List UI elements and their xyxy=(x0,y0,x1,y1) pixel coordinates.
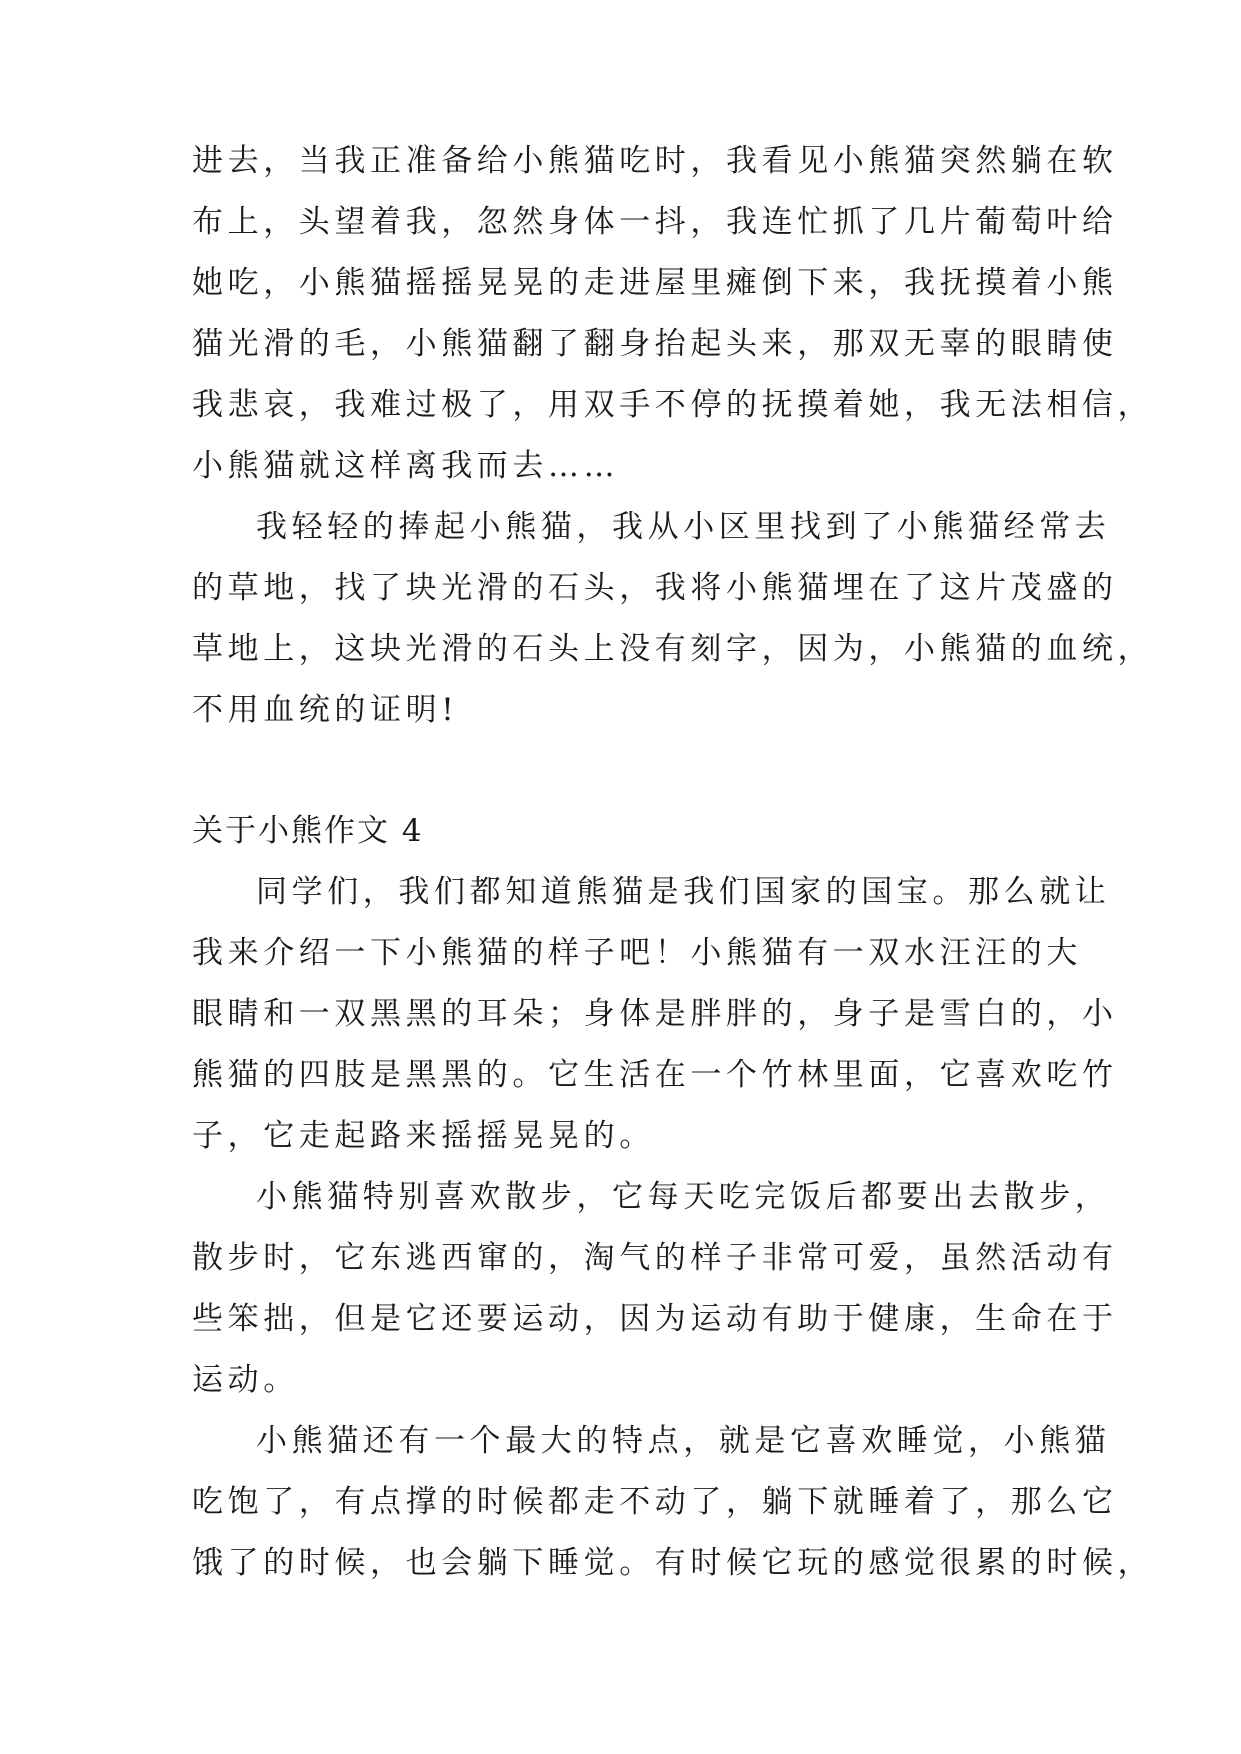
text-line: 运动。 xyxy=(192,1362,299,1398)
text-line: 我轻轻的捧起小熊猫，我从小区里找到了小熊猫经常去 xyxy=(256,509,1111,545)
text-line: 进去，当我正准备给小熊猫吃时，我看见小熊猫突然躺在软 xyxy=(192,143,1118,179)
paragraph-continued xyxy=(192,131,1154,497)
paragraph-sleeping xyxy=(192,1411,1154,1594)
text-line: 布上，头望着我，忽然身体一抖，我连忙抓了几片葡萄叶给 xyxy=(192,204,1118,240)
text-line: 吃饱了，有点撑的时候都走不动了，躺下就睡着了，那么它 xyxy=(192,1484,1118,1520)
text-line: 的草地，找了块光滑的石头，我将小熊猫埋在了这片茂盛的 xyxy=(192,570,1118,606)
text-line: 我悲哀，我难过极了，用双手不停的抚摸着她，我无法相信， xyxy=(192,387,1154,423)
text-line: 草地上，这块光滑的石头上没有刻字，因为，小熊猫的血统， xyxy=(192,631,1154,667)
text-line: 散步时，它东逃西窜的，淘气的样子非常可爱，虽然活动有 xyxy=(192,1240,1118,1276)
paragraph-introduction xyxy=(192,862,1118,1167)
text-line: 眼睛和一双黑黑的耳朵；身体是胖胖的，身子是雪白的，小 xyxy=(192,996,1118,1032)
essay-body xyxy=(192,131,1154,1594)
text-line: 她吃，小熊猫摇摇晃晃的走进屋里瘫倒下来，我抚摸着小熊 xyxy=(192,265,1118,301)
text-line: 小熊猫特别喜欢散步，它每天吃完饭后都要出去散步， xyxy=(256,1179,1111,1215)
paragraph-walking xyxy=(192,1167,1118,1411)
text-line: 子，它走起路来摇摇晃晃的。 xyxy=(192,1118,655,1154)
text-line: 小熊猫还有一个最大的特点，就是它喜欢睡觉，小熊猫 xyxy=(256,1423,1111,1459)
text-line: 饿了的时候，也会躺下睡觉。有时候它玩的感觉很累的时候， xyxy=(192,1545,1154,1581)
section-spacer xyxy=(192,741,1050,801)
text-line: 些笨拙，但是它还要运动，因为运动有助于健康，生命在于 xyxy=(192,1301,1118,1337)
text-line: 不用血统的证明! xyxy=(192,692,459,728)
text-line: 小熊猫就这样离我而去…… xyxy=(192,448,620,484)
text-line: 我来介绍一下小熊猫的样子吧！小熊猫有一双水汪汪的大 xyxy=(192,935,1082,971)
section-heading: 关于小熊作文 4 xyxy=(192,813,424,849)
text-line: 猫光滑的毛，小熊猫翻了翻身抬起头来，那双无辜的眼睛使 xyxy=(192,326,1118,362)
text-line: 熊猫的四肢是黑黑的。它生活在一个竹林里面，它喜欢吃竹 xyxy=(192,1057,1118,1093)
text-line: 同学们，我们都知道熊猫是我们国家的国宝。那么就让 xyxy=(256,874,1111,910)
paragraph-burial xyxy=(192,497,1154,741)
